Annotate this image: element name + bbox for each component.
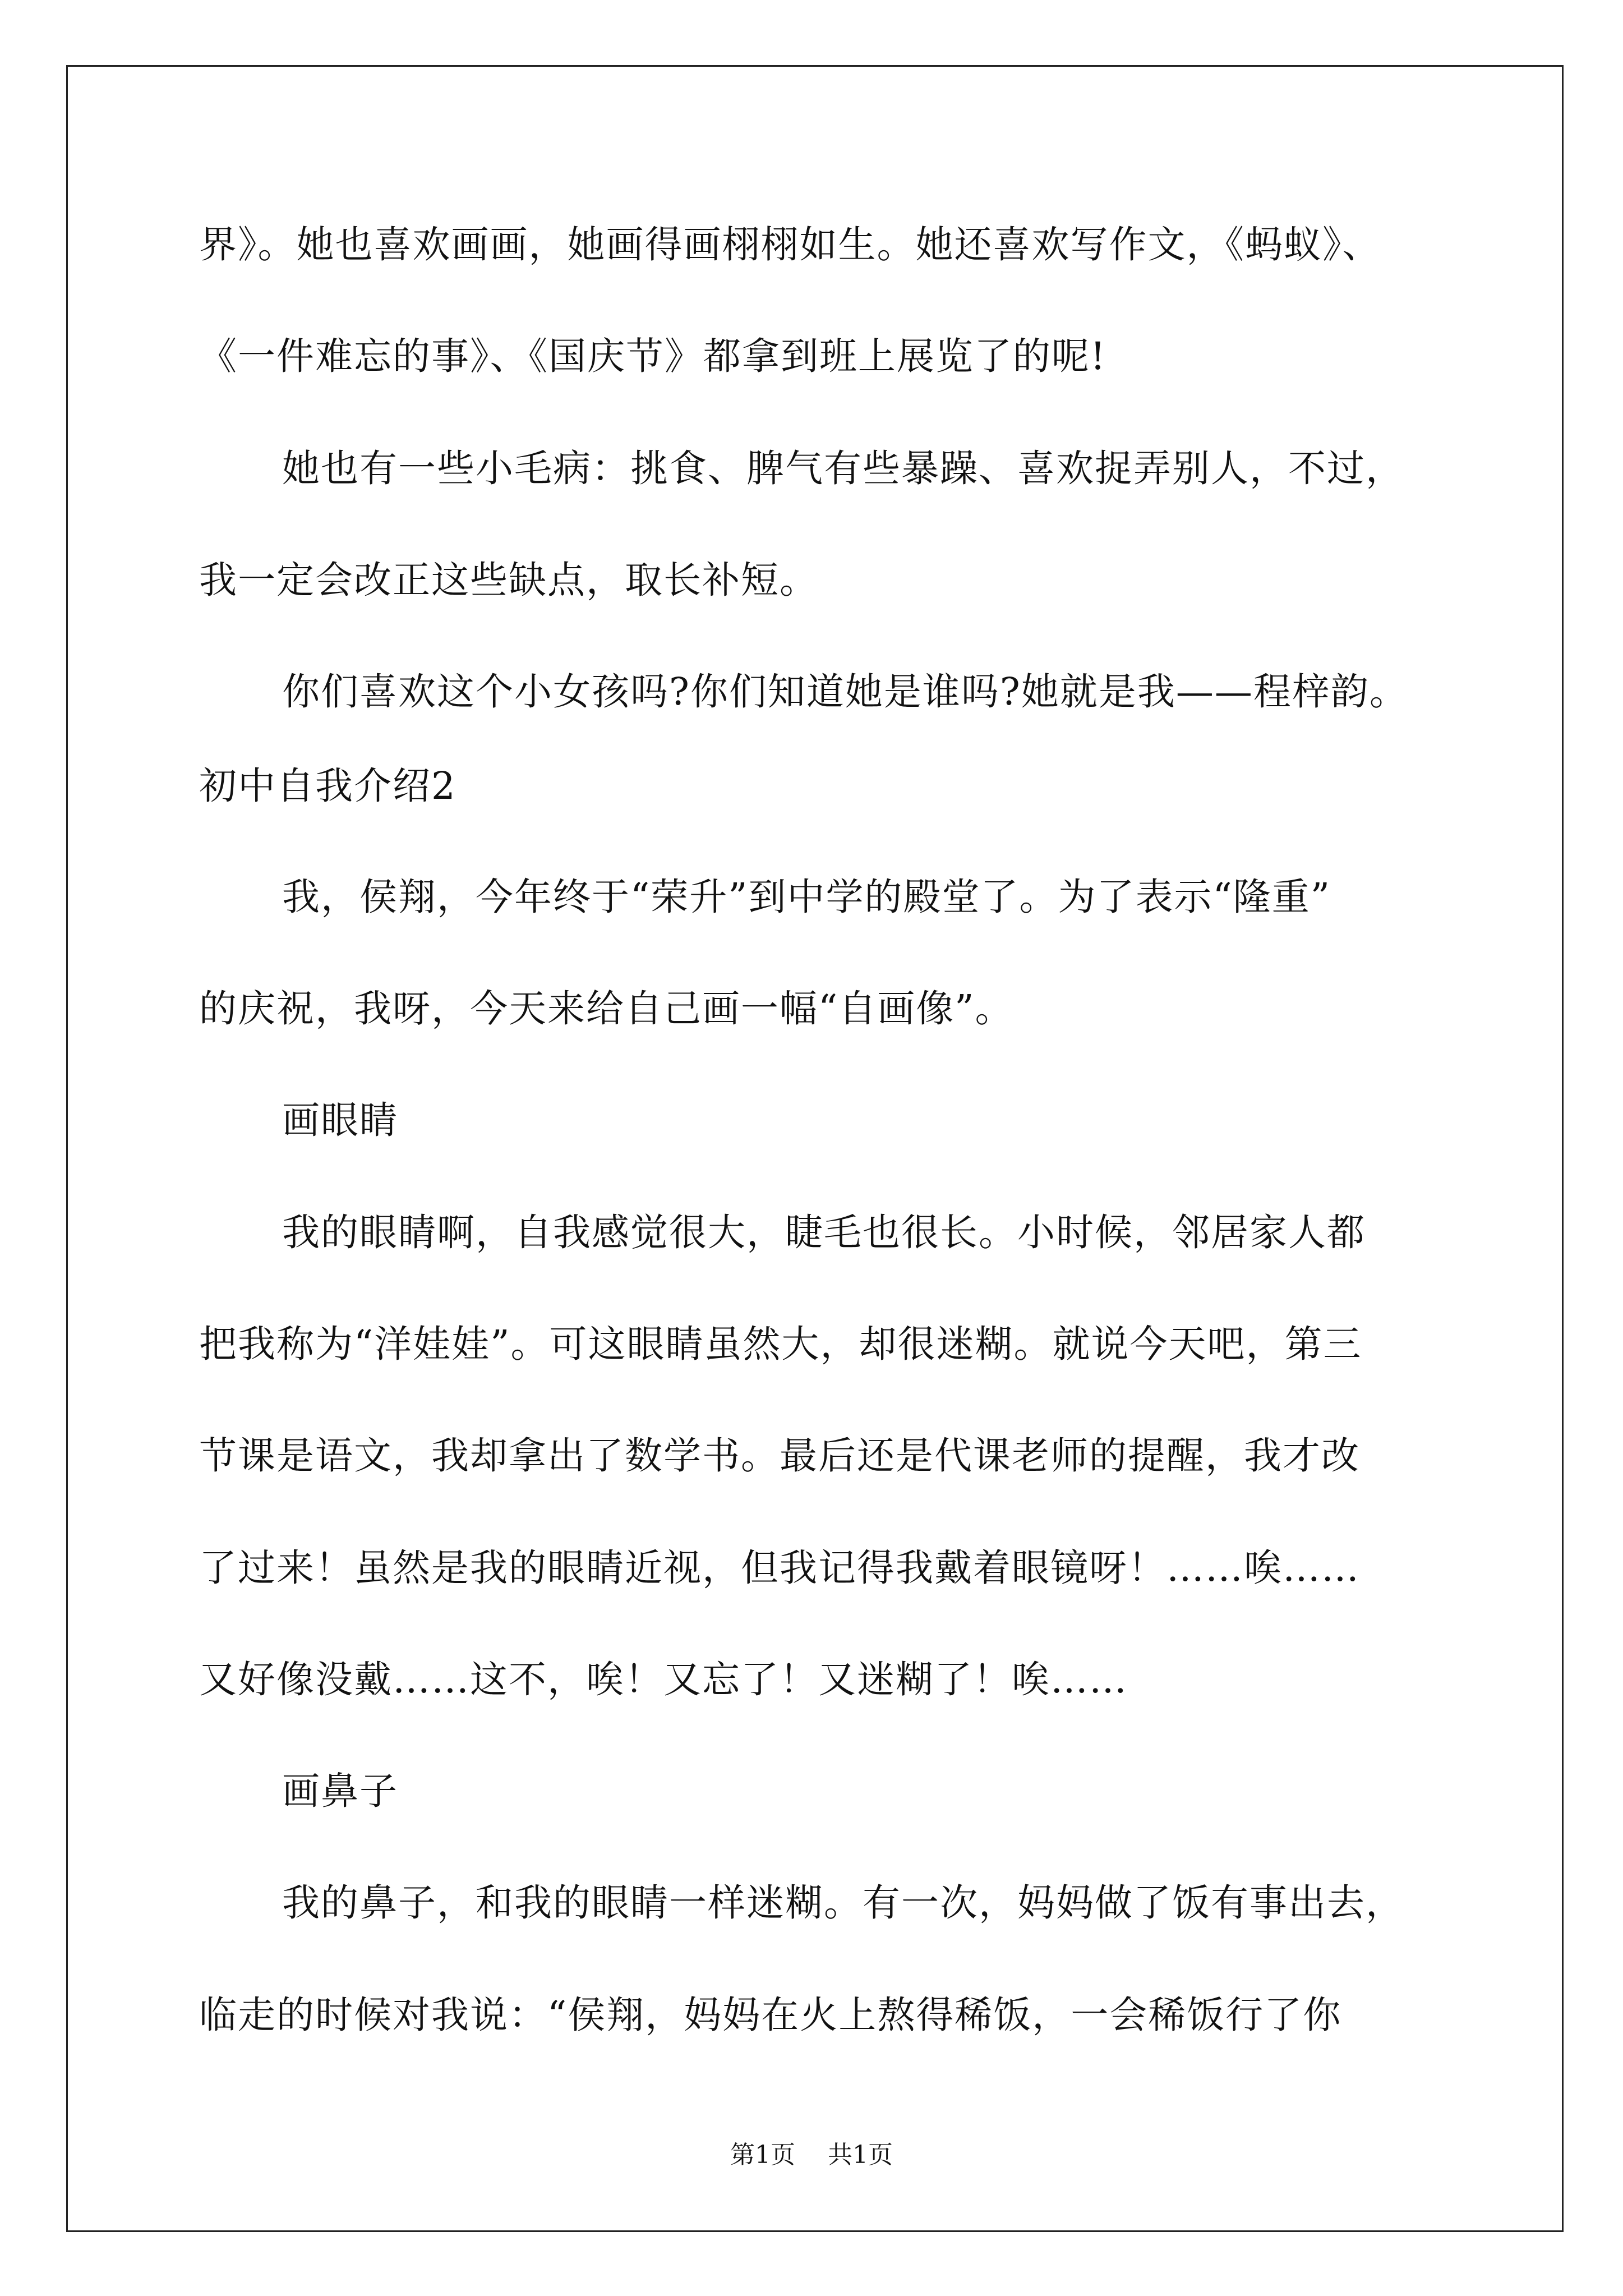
subheading: 画眼睛: [282, 1098, 398, 1142]
page-number: 第1页: [730, 2141, 795, 2169]
text-line: 我的鼻子，和我的眼睛一样迷糊。有一次，妈妈做了饭有事出去，: [282, 1881, 1404, 1925]
page-footer: [0, 2134, 1623, 2170]
page-total: 共1页: [828, 2141, 893, 2169]
text-line: 界》。她也喜欢画画，她画得画栩栩如生。她还喜欢写作文，《蚂蚁》、: [199, 223, 1381, 266]
text-line: 了过来！虽然是我的眼睛近视，但我记得我戴着眼镜呀！……唉……: [199, 1546, 1360, 1590]
text-line: 《一件难忘的事》、《国庆节》都拿到班上展览了的呢!: [199, 334, 1106, 378]
text-line: 你们喜欢这个小女孩吗?你们知道她是谁吗?她就是我——程梓韵。: [282, 670, 1408, 714]
subheading: 画鼻子: [282, 1769, 398, 1813]
text-line: 她也有一些小毛病：挑食、脾气有些暴躁、喜欢捉弄别人，不过，: [282, 447, 1404, 490]
section-heading: 初中自我介绍2: [199, 764, 457, 808]
text-line: 把我称为“洋娃娃”。可这眼睛虽然大，却很迷糊。就说今天吧，第三: [199, 1322, 1362, 1366]
text-line: 临走的时候对我说：“侯翔，妈妈在火上熬得稀饭，一会稀饭行了你: [199, 1993, 1342, 2037]
text-line: 的庆祝，我呀，今天来给自己画一幅“自画像”。: [199, 987, 1014, 1030]
text-line: 我的眼睛啊，自我感觉很大，睫毛也很长。小时候，邻居家人都: [282, 1211, 1366, 1254]
text-line: 又好像没戴……这不，唉！又忘了！又迷糊了！唉……: [199, 1658, 1128, 1701]
text-line: 我，侯翔，今年终于“荣升”到中学的殿堂了。为了表示“隆重”: [282, 875, 1331, 919]
text-line: 节课是语文，我却拿出了数学书。最后还是代课老师的提醒，我才改: [199, 1434, 1360, 1478]
text-line: 我一定会改正这些缺点，取长补短。: [199, 558, 818, 602]
